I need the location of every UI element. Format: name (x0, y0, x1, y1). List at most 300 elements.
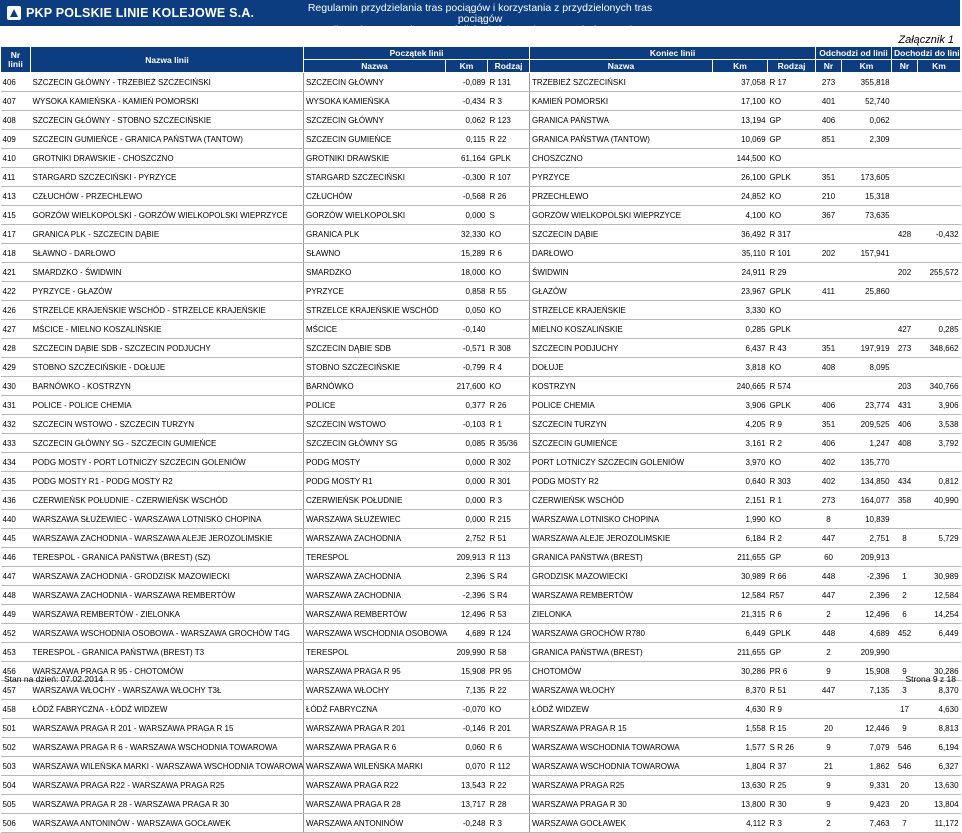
cell-to-km: 6,449 (918, 624, 961, 643)
cell-start-name: WARSZAWA WSCHODNIA OSOBOWA (304, 624, 446, 643)
cell-from-nr: 351 (816, 168, 842, 187)
cell-start-km: 0,115 (446, 130, 488, 149)
cell-end-km: 211,655 (713, 643, 768, 662)
cell-start-type: R 26 (488, 187, 530, 206)
cell-start-type: R 28 (488, 795, 530, 814)
cell-start-km: 15,289 (446, 244, 488, 263)
cell-end-km: 4,100 (713, 206, 768, 225)
cell-end-name: DOŁUJE (530, 358, 713, 377)
cell-end-name: PORT LOTNICZY SZCZECIN GOLENIÓW (530, 453, 713, 472)
cell-start-km: 2,396 (446, 567, 488, 586)
cell-nr: 407 (1, 92, 31, 111)
cell-nr: 435 (1, 472, 31, 491)
cell-line-name: WARSZAWA WSCHODNIA OSOBOWA - WARSZAWA GROCHÓW T4G (31, 624, 304, 643)
cell-end-km: 3,970 (713, 453, 768, 472)
cell-from-km: 1,862 (842, 757, 892, 776)
cell-start-type: R 308 (488, 339, 530, 358)
cell-to-nr (892, 301, 918, 320)
cell-to-nr: 406 (892, 415, 918, 434)
cell-to-km: 4,630 (918, 700, 961, 719)
cell-start-type: R 107 (488, 168, 530, 187)
cell-from-km: 134,850 (842, 472, 892, 491)
cell-from-nr: 448 (816, 567, 842, 586)
cell-from-km: 2,751 (842, 529, 892, 548)
cell-from-nr: 406 (816, 396, 842, 415)
cell-to-km (918, 510, 961, 529)
table-row (1, 719, 961, 738)
cell-from-nr: 448 (816, 624, 842, 643)
cell-end-km: 3,161 (713, 434, 768, 453)
cell-to-km: 255,572 (918, 263, 961, 282)
cell-line-name: SZCZECIN GŁÓWNY - STOBNO SZCZECIŃSKIE (31, 111, 304, 130)
cell-start-name: WARSZAWA WŁOCHY (304, 681, 446, 700)
cell-start-type: R 3 (488, 92, 530, 111)
cell-end-name: TRZEBIEŻ SZCZECIŃSKI (530, 73, 713, 92)
cell-to-nr: 434 (892, 472, 918, 491)
cell-from-nr: 851 (816, 130, 842, 149)
table-row (1, 814, 961, 833)
col-end-name: Nazwa (530, 60, 713, 73)
cell-start-km: 0,000 (446, 491, 488, 510)
cell-nr: 457 (1, 681, 31, 700)
cell-end-km: 26,100 (713, 168, 768, 187)
cell-end-type: KO (768, 301, 816, 320)
cell-end-km: 6,449 (713, 624, 768, 643)
cell-line-name: SZCZECIN GŁÓWNY - TRZEBIEŻ SZCZECIŃSKI (31, 73, 304, 92)
cell-to-km: 340,766 (918, 377, 961, 396)
cell-from-nr: 408 (816, 358, 842, 377)
cell-to-km (918, 548, 961, 567)
table-row (1, 377, 961, 396)
cell-nr: 504 (1, 776, 31, 795)
cell-end-km: 37,058 (713, 73, 768, 92)
pkp-logo-icon (6, 5, 22, 21)
table-row (1, 605, 961, 624)
cell-start-type: R 53 (488, 605, 530, 624)
cell-to-nr (892, 244, 918, 263)
lines-table (0, 46, 961, 833)
cell-end-name: KOSTRZYN (530, 377, 713, 396)
cell-to-nr (892, 111, 918, 130)
cell-start-name: WYSOKA KAMIEŃSKA (304, 92, 446, 111)
cell-start-type: R 112 (488, 757, 530, 776)
annex-label: Załącznik 1 (898, 34, 954, 46)
cell-nr: 410 (1, 149, 31, 168)
cell-start-km: -0,140 (446, 320, 488, 339)
cell-to-nr: 20 (892, 776, 918, 795)
table-row (1, 206, 961, 225)
cell-line-name: GRANICA PLK - SZCZECIN DĄBIE (31, 225, 304, 244)
cell-nr: 418 (1, 244, 31, 263)
table-row (1, 168, 961, 187)
cell-end-type: GP (768, 130, 816, 149)
cell-start-km: 209,913 (446, 548, 488, 567)
cell-start-km: 217,600 (446, 377, 488, 396)
cell-from-km: 25,860 (842, 282, 892, 301)
cell-end-type: KO (768, 187, 816, 206)
cell-start-name: WARSZAWA PRAGA R 28 (304, 795, 446, 814)
table-row (1, 681, 961, 700)
cell-from-nr: 402 (816, 453, 842, 472)
cell-start-km: 2,752 (446, 529, 488, 548)
cell-start-name: PODG MOSTY R1 (304, 472, 446, 491)
cell-start-name: WARSZAWA ZACHODNIA (304, 529, 446, 548)
cell-start-km: 0,000 (446, 453, 488, 472)
cell-start-type: KO (488, 377, 530, 396)
cell-end-type: R 1 (768, 491, 816, 510)
cell-end-name: SZCZECIN PODJUCHY (530, 339, 713, 358)
cell-start-type: KO (488, 700, 530, 719)
cell-end-name: CHOSZCZNO (530, 149, 713, 168)
table-row (1, 795, 961, 814)
cell-start-name: ŁÓDŹ FABRYCZNA (304, 700, 446, 719)
cell-start-name: PODG MOSTY (304, 453, 446, 472)
table-row (1, 111, 961, 130)
cell-from-km: 197,919 (842, 339, 892, 358)
cell-start-type: R 131 (488, 73, 530, 92)
cell-end-km: 36,492 (713, 225, 768, 244)
cell-to-nr: 7 (892, 814, 918, 833)
cell-from-km: 7,079 (842, 738, 892, 757)
cell-end-type: R 30 (768, 795, 816, 814)
cell-from-nr: 406 (816, 434, 842, 453)
cell-start-name: WARSZAWA ZACHODNIA (304, 567, 446, 586)
cell-from-nr (816, 320, 842, 339)
cell-nr: 427 (1, 320, 31, 339)
cell-to-km: 3,792 (918, 434, 961, 453)
cell-from-nr: 2 (816, 643, 842, 662)
cell-nr: 446 (1, 548, 31, 567)
cell-end-type: R 51 (768, 681, 816, 700)
cell-end-km: 240,665 (713, 377, 768, 396)
cell-end-name: ŚWIDWIN (530, 263, 713, 282)
col-group-branch-to: Dochodzi do linii (892, 47, 961, 60)
cell-start-type: R 301 (488, 472, 530, 491)
title-line-1: Regulamin przydzielania tras pociągów i korzystania z przydzielonych tras pociągów (307, 2, 653, 25)
cell-end-name: ZIELONKA (530, 605, 713, 624)
cell-start-km: -0,568 (446, 187, 488, 206)
cell-from-nr: 210 (816, 187, 842, 206)
cell-start-km: 0,000 (446, 510, 488, 529)
cell-line-name: WARSZAWA PRAGA R 201 - WARSZAWA PRAGA R 15 (31, 719, 304, 738)
cell-start-name: TERESPOL (304, 643, 446, 662)
top-banner (0, 0, 960, 36)
cell-end-name: SZCZECIN DĄBIE (530, 225, 713, 244)
cell-start-name: CZŁUCHÓW (304, 187, 446, 206)
table-row (1, 225, 961, 244)
cell-from-nr: 411 (816, 282, 842, 301)
table-row (1, 776, 961, 795)
cell-start-type: R 3 (488, 491, 530, 510)
cell-end-type: R 303 (768, 472, 816, 491)
cell-end-type: R 2 (768, 434, 816, 453)
cell-from-nr: 273 (816, 73, 842, 92)
cell-start-type (488, 320, 530, 339)
cell-nr: 417 (1, 225, 31, 244)
cell-start-km: 0,070 (446, 757, 488, 776)
cell-start-name: SŁAWNO (304, 244, 446, 263)
cell-end-km: 211,655 (713, 548, 768, 567)
cell-from-nr: 9 (816, 662, 842, 681)
table-row (1, 358, 961, 377)
cell-to-km: 0,285 (918, 320, 961, 339)
cell-start-km: -0,089 (446, 73, 488, 92)
cell-line-name: SMARDZKO - ŚWIDWIN (31, 263, 304, 282)
cell-line-name: SZCZECIN GŁÓWNY SG - SZCZECIN GUMIEŃCE (31, 434, 304, 453)
cell-end-km: 0,640 (713, 472, 768, 491)
cell-end-name: WARSZAWA GROCHÓW R780 (530, 624, 713, 643)
cell-nr: 411 (1, 168, 31, 187)
cell-line-name: WARSZAWA ZACHODNIA - WARSZAWA REMBERTÓW (31, 586, 304, 605)
cell-to-nr: 358 (892, 491, 918, 510)
cell-nr: 430 (1, 377, 31, 396)
header-row-1 (1, 47, 961, 60)
cell-to-km: 8,370 (918, 681, 961, 700)
cell-to-km: 6,194 (918, 738, 961, 757)
cell-line-name: WARSZAWA SŁUŻEWIEC - WARSZAWA LOTNISKO CHOPINA (31, 510, 304, 529)
cell-to-nr (892, 510, 918, 529)
cell-start-km: 18,000 (446, 263, 488, 282)
cell-nr: 421 (1, 263, 31, 282)
cell-from-km: 9,423 (842, 795, 892, 814)
cell-end-type: R 6 (768, 605, 816, 624)
table-row (1, 396, 961, 415)
cell-end-name: ŁÓDŹ WIDZEW (530, 700, 713, 719)
cell-from-km (842, 149, 892, 168)
table-row (1, 624, 961, 643)
cell-nr: 453 (1, 643, 31, 662)
cell-to-nr: 546 (892, 757, 918, 776)
cell-from-nr (816, 263, 842, 282)
cell-from-km: 355,818 (842, 73, 892, 92)
cell-end-name: SZCZECIN TURZYN (530, 415, 713, 434)
cell-start-type: R 123 (488, 111, 530, 130)
footer-page-number: Strona 9 z 18 (905, 674, 956, 684)
cell-start-name: TERESPOL (304, 548, 446, 567)
col-group-branch-from: Odchodzi od linii (816, 47, 892, 60)
cell-to-nr (892, 453, 918, 472)
cell-to-nr: 17 (892, 700, 918, 719)
cell-start-km: -0,799 (446, 358, 488, 377)
cell-end-type: KO (768, 92, 816, 111)
cell-to-nr (892, 206, 918, 225)
cell-end-type: S R 26 (768, 738, 816, 757)
cell-to-nr: 9 (892, 719, 918, 738)
cell-end-type: R 37 (768, 757, 816, 776)
cell-nr: 436 (1, 491, 31, 510)
table-row (1, 643, 961, 662)
col-nr-line: Nr linii (1, 47, 31, 73)
cell-to-km: 8,813 (918, 719, 961, 738)
cell-from-nr: 9 (816, 795, 842, 814)
cell-end-km: 6,437 (713, 339, 768, 358)
cell-to-km (918, 149, 961, 168)
cell-start-type: R 22 (488, 681, 530, 700)
cell-to-nr: 203 (892, 377, 918, 396)
table-row (1, 472, 961, 491)
cell-to-nr: 6 (892, 605, 918, 624)
cell-line-name: WARSZAWA ZACHODNIA - GRODZISK MAZOWIECKI (31, 567, 304, 586)
cell-to-km: 12,584 (918, 586, 961, 605)
cell-to-nr: 8 (892, 529, 918, 548)
cell-to-km: 5,729 (918, 529, 961, 548)
col-group-end: Koniec linii (530, 47, 816, 60)
cell-end-km: 30,286 (713, 662, 768, 681)
cell-line-name: BARNÓWKO - KOSTRZYN (31, 377, 304, 396)
table-row (1, 548, 961, 567)
cell-end-type: R 25 (768, 776, 816, 795)
cell-start-type: S (488, 206, 530, 225)
cell-end-km: 23,967 (713, 282, 768, 301)
cell-to-km (918, 244, 961, 263)
col-from-nr: Nr (816, 60, 842, 73)
cell-to-km: 3,906 (918, 396, 961, 415)
cell-start-type: GPLK (488, 149, 530, 168)
cell-to-km (918, 73, 961, 92)
cell-end-name: GRANICA PAŃSTWA (530, 111, 713, 130)
cell-end-name: GŁAZÓW (530, 282, 713, 301)
cell-end-km: 1,804 (713, 757, 768, 776)
cell-start-name: WARSZAWA PRAGA R 201 (304, 719, 446, 738)
cell-end-km: 1,990 (713, 510, 768, 529)
cell-to-km (918, 643, 961, 662)
cell-end-km: 35,110 (713, 244, 768, 263)
cell-end-name: GRANICA PAŃSTWA (BREST) (530, 548, 713, 567)
cell-from-km: 7,135 (842, 681, 892, 700)
cell-from-km: 2,309 (842, 130, 892, 149)
cell-to-nr (892, 149, 918, 168)
cell-line-name: WARSZAWA ZACHODNIA - WARSZAWA ALEJE JEROZOLIMSKIE (31, 529, 304, 548)
cell-start-km: 12,496 (446, 605, 488, 624)
cell-from-km: 4,689 (842, 624, 892, 643)
cell-end-type: R57 (768, 586, 816, 605)
cell-start-name: SZCZECIN GŁÓWNY (304, 111, 446, 130)
cell-end-km: 1,577 (713, 738, 768, 757)
cell-start-km: 4,689 (446, 624, 488, 643)
table-row (1, 662, 961, 681)
cell-from-nr: 351 (816, 415, 842, 434)
cell-nr: 429 (1, 358, 31, 377)
cell-line-name: SŁAWNO - DARŁOWO (31, 244, 304, 263)
cell-end-km: 4,112 (713, 814, 768, 833)
cell-end-km: 2,151 (713, 491, 768, 510)
cell-line-name: WYSOKA KAMIEŃSKA - KAMIEŃ POMORSKI (31, 92, 304, 111)
cell-start-name: STOBNO SZCZECIŃSKIE (304, 358, 446, 377)
cell-from-nr: 2 (816, 605, 842, 624)
cell-start-km: 13,717 (446, 795, 488, 814)
cell-from-nr (816, 301, 842, 320)
cell-nr: 413 (1, 187, 31, 206)
cell-start-name: WARSZAWA PRAGA R 6 (304, 738, 446, 757)
cell-nr: 458 (1, 700, 31, 719)
cell-start-type: R 22 (488, 130, 530, 149)
cell-end-type: R 17 (768, 73, 816, 92)
cell-to-km (918, 168, 961, 187)
cell-start-km: -0,103 (446, 415, 488, 434)
cell-from-nr: 447 (816, 586, 842, 605)
cell-end-name: DARŁOWO (530, 244, 713, 263)
cell-from-km: 209,913 (842, 548, 892, 567)
cell-from-km: 173,605 (842, 168, 892, 187)
cell-start-name: STARGARD SZCZECIŃSKI (304, 168, 446, 187)
cell-nr: 456 (1, 662, 31, 681)
cell-end-name: POLICE CHEMIA (530, 396, 713, 415)
cell-to-nr: 427 (892, 320, 918, 339)
cell-end-name: WARSZAWA PRAGA R25 (530, 776, 713, 795)
cell-from-nr (816, 225, 842, 244)
cell-to-km: 6,327 (918, 757, 961, 776)
cell-nr: 434 (1, 453, 31, 472)
cell-from-km: 8,095 (842, 358, 892, 377)
footer-date: Stan na dzień: 07.02.2014 (4, 674, 104, 684)
cell-line-name: POLICE - POLICE CHEMIA (31, 396, 304, 415)
cell-from-nr: 273 (816, 491, 842, 510)
cell-end-km: 13,630 (713, 776, 768, 795)
cell-start-name: WARSZAWA SŁUŻEWIEC (304, 510, 446, 529)
cell-from-km (842, 700, 892, 719)
cell-end-name: PRZECHLEWO (530, 187, 713, 206)
cell-start-name: SZCZECIN GUMIEŃCE (304, 130, 446, 149)
cell-start-type: R 51 (488, 529, 530, 548)
cell-end-type: GPLK (768, 282, 816, 301)
cell-from-nr: 60 (816, 548, 842, 567)
col-group-start: Początek linii (304, 47, 530, 60)
cell-to-km: -0,432 (918, 225, 961, 244)
table-row (1, 282, 961, 301)
table-row (1, 149, 961, 168)
cell-nr: 433 (1, 434, 31, 453)
cell-from-nr: 447 (816, 529, 842, 548)
cell-from-nr: 20 (816, 719, 842, 738)
cell-to-nr (892, 358, 918, 377)
cell-end-type: GP (768, 643, 816, 662)
cell-line-name: ŁÓDŹ FABRYCZNA - ŁÓDŹ WIDZEW (31, 700, 304, 719)
cell-from-km: -2,396 (842, 567, 892, 586)
cell-to-nr (892, 73, 918, 92)
cell-end-type: KO (768, 149, 816, 168)
cell-from-nr: 402 (816, 472, 842, 491)
cell-end-name: PYRZYCE (530, 168, 713, 187)
cell-end-type: KO (768, 453, 816, 472)
cell-to-km: 30,286 (918, 662, 961, 681)
cell-start-km: 0,050 (446, 301, 488, 320)
cell-start-km: 0,858 (446, 282, 488, 301)
cell-from-km: 209,525 (842, 415, 892, 434)
cell-start-type: S R4 (488, 567, 530, 586)
col-start-km: Km (446, 60, 488, 73)
col-from-km: Km (842, 60, 892, 73)
cell-nr: 505 (1, 795, 31, 814)
cell-to-km: 13,630 (918, 776, 961, 795)
cell-start-km: -0,434 (446, 92, 488, 111)
title-line-2: przez licencjonowanych przewoźników kolejowych w ramach rjp 2013/2014 (305, 24, 655, 36)
cell-start-name: STRZELCE KRAJEŃSKIE WSCHÓD (304, 301, 446, 320)
cell-end-type: PR 6 (768, 662, 816, 681)
table-row (1, 586, 961, 605)
table-row (1, 567, 961, 586)
cell-end-km: 6,184 (713, 529, 768, 548)
cell-end-name: WARSZAWA WSCHODNIA TOWAROWA (530, 738, 713, 757)
table-row (1, 73, 961, 92)
cell-end-type: R 43 (768, 339, 816, 358)
cell-start-km: -0,146 (446, 719, 488, 738)
cell-start-name: WARSZAWA ZACHODNIA (304, 586, 446, 605)
cell-from-km: 209,990 (842, 643, 892, 662)
cell-end-name: GORZÓW WIELKOPOLSKI WIEPRZYCE (530, 206, 713, 225)
cell-start-name: PYRZYCE (304, 282, 446, 301)
cell-start-km: 7,135 (446, 681, 488, 700)
cell-line-name: SZCZECIN GUMIEŃCE - GRANICA PAŃSTWA (TANTOW) (31, 130, 304, 149)
